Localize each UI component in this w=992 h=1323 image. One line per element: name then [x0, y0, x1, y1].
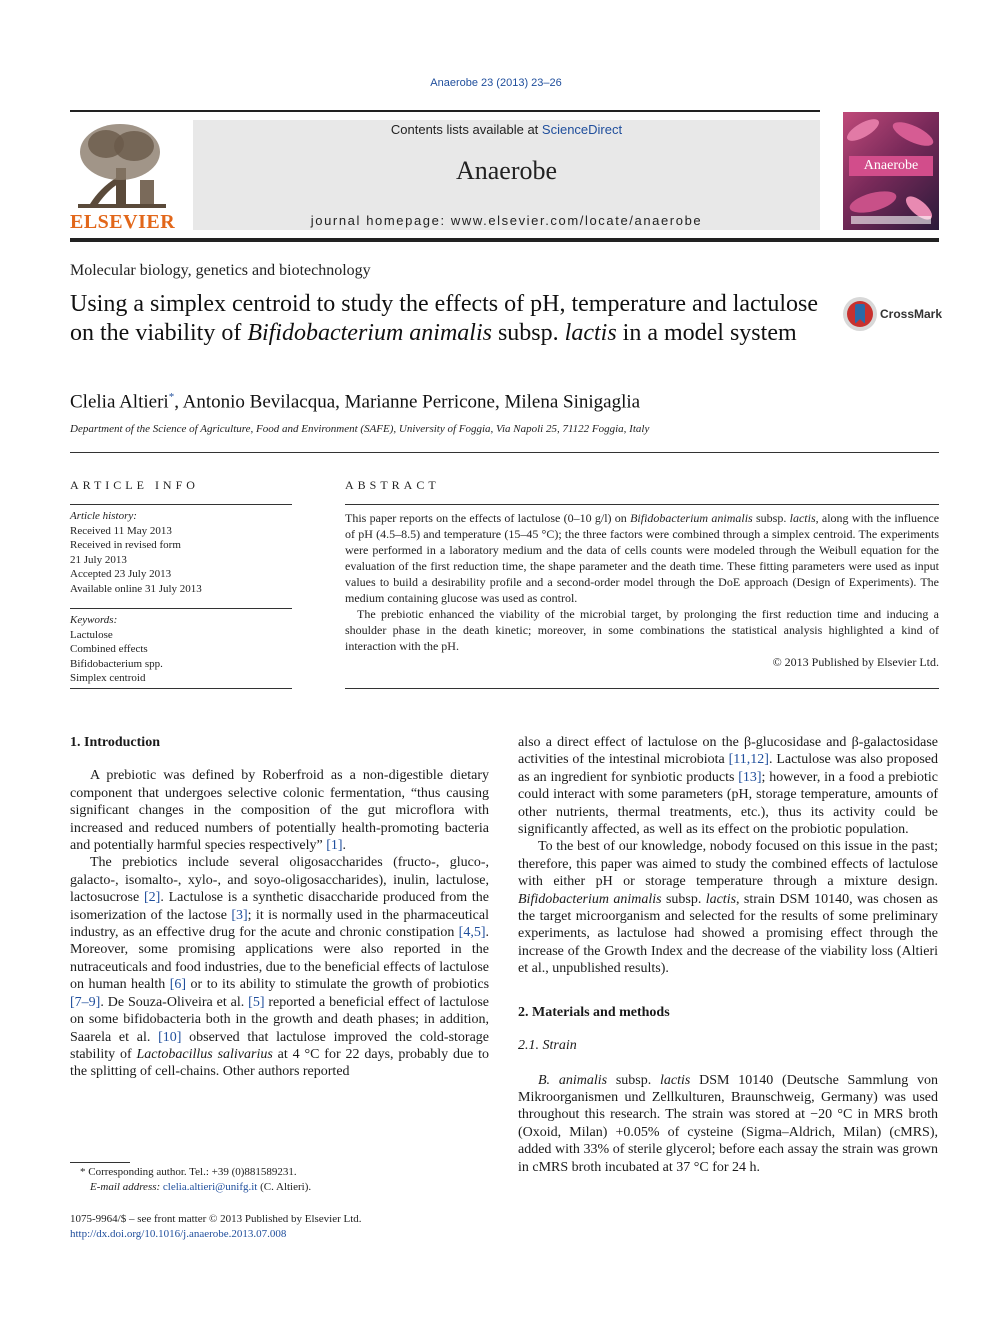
article-section: Molecular biology, genetics and biotechnology [70, 262, 371, 279]
footnote [70, 1165, 489, 1195]
corresponding-author-mark[interactable]: * [168, 391, 175, 403]
abstract-heading: ABSTRACT [345, 478, 440, 492]
contents-prefix: Contents lists available at [390, 122, 542, 137]
body-paragraph [70, 854, 489, 1080]
body-column-left [70, 734, 489, 1081]
history-item: Available online 31 July 2013 [70, 582, 202, 595]
cover-title: Anaerobe [849, 156, 933, 176]
front-matter [70, 1212, 489, 1242]
article-history [70, 509, 292, 596]
doi-link[interactable]: http://dx.doi.org/10.1016/j.anaerobe.2013.07.008 [70, 1228, 287, 1240]
abstract-text: This paper reports on the effects of lactulose (0–10 g/l) on [345, 511, 631, 525]
divider [70, 608, 292, 609]
section-heading-introduction: 1. Introduction [70, 735, 160, 750]
body-text: observed that lactulose improved the cold-storage stability of [70, 1029, 489, 1062]
keywords-label: Keywords: [70, 614, 118, 626]
crossmark-label: CrossMark [880, 307, 943, 321]
history-item: Received 11 May 2013 [70, 524, 172, 537]
subsection-heading-strain: 2.1. Strain [518, 1038, 577, 1054]
body-text: ; it is normally used in the pharmaceutical industry, as an effective drug for the acute and chronic constipation [70, 907, 489, 941]
body-text: . Lactulose is a synthetic disaccharide produced from the isomerization of the lactose [70, 890, 489, 923]
reference-link[interactable]: [13] [738, 769, 762, 785]
reference-link[interactable]: [5] [248, 994, 265, 1010]
elsevier-tree-icon [70, 118, 174, 214]
body-text: or to its ability to stimulate the growth of probiotics [186, 977, 490, 993]
body-text: . Moreover, some promising applications were also reported in the nutraceuticals and food industries, due to the beneficial effects of lactulose on human health [70, 925, 489, 993]
body-paragraph [518, 1072, 938, 1176]
abstract-paragraph [345, 510, 939, 606]
contents-line [193, 122, 820, 137]
body-text: . De Souza-Oliveira et al. [100, 994, 249, 1010]
keyword-item: Combined effects [70, 643, 148, 655]
reference-link[interactable]: [1] [326, 838, 343, 854]
affiliation: Department of the Science of Agriculture, Food and Environment (SAFE), University of Foggia, Via Napoli 25, 71122 Foggia, Italy [70, 423, 650, 435]
author-name[interactable]: Clelia Altieri [70, 391, 169, 413]
keyword-item: Lactulose [70, 628, 113, 641]
body-text: ; however, in a food a prebiotic could interact with some parameters (pH, storage temperature, amounts of other nutrients, thermal treatments, etc.), thus its activity could be significantly affected, as well as its effect on the probiotic population. [518, 769, 938, 838]
body-paragraph [518, 734, 938, 838]
abstract-body [345, 510, 939, 670]
abstract-paragraph: The prebiotic enhanced the viability of the microbial target, by prolonging the first reduction time and inducing a shoulder phase in the death kinetic; moreover, in some combinations the statistical analysis highlighted a kind of interaction with the pH. [345, 607, 939, 653]
article-title [70, 290, 820, 348]
species-name: B. animalis [538, 1072, 608, 1088]
footnote-text: Corresponding author. Tel.: +39 (0)881589231. [85, 1166, 297, 1178]
body-text: subsp. [661, 891, 706, 907]
reference-link[interactable]: [6] [169, 977, 187, 993]
subspecies-name: lactis [705, 891, 737, 907]
title-species: Bifidobacterium animalis [247, 320, 492, 346]
reference-link[interactable]: [2] [143, 890, 161, 906]
history-label: Article history: [70, 510, 137, 522]
divider [70, 688, 292, 689]
reference-link[interactable]: [11,12] [728, 752, 769, 768]
subspecies-name: lactis [789, 511, 816, 525]
crossmark-button[interactable] [842, 296, 942, 336]
journal-citation[interactable]: Anaerobe 23 (2013) 23–26 [430, 77, 562, 89]
divider [345, 688, 939, 689]
email-label: E-mail address: [90, 1181, 163, 1193]
body-text: , strain DSM 10140, was chosen as the target microorganism and selected for the results of some preliminary experiments, as lactulose had showed a promising effect through the increase of the Growth Index and the decrease of the viability loss (Altieri et al., unpublished results). [518, 891, 938, 977]
title-text: Using a simplex centroid to study the effects of pH, temperature and lactulose on the viability of [70, 291, 819, 346]
email-note [70, 1180, 489, 1195]
journal-banner [193, 120, 820, 230]
reference-link[interactable]: [4,5] [458, 925, 486, 941]
issn-line: 1075-9964/$ – see front matter © 2013 Published by Elsevier Ltd. [70, 1213, 362, 1225]
history-item: 21 July 2013 [70, 553, 127, 566]
section-heading-methods: 2. Materials and methods [518, 1004, 670, 1020]
species-name: Lactobacillus salivarius [136, 1046, 273, 1062]
history-item: Received in revised form [70, 539, 181, 551]
body-text: reported a beneficial effect of lactulose on some bifidobacteria both in the growth and death phases; in addition, Saarela et al. [70, 994, 489, 1045]
abstract-text: subsp. [752, 511, 790, 525]
header-rule [70, 238, 939, 242]
species-name: Bifidobacterium animalis [630, 511, 753, 525]
body-text: also a direct effect of lactulose on the β-glucosidase and β-galactosidase activities of the intestinal microbiota [518, 735, 938, 768]
divider [70, 452, 939, 453]
journal-homepage[interactable]: journal homepage: www.elsevier.com/locate/anaerobe [310, 213, 703, 228]
email-suffix: (C. Altieri). [257, 1181, 312, 1193]
body-text: To the best of our knowledge, nobody focused on this issue in the past; therefore, this paper was aimed to study the combined effects of lactulose with either pH or storage temperature through a mixture design. [518, 839, 938, 890]
crossmark-icon [842, 296, 878, 332]
author-names: , Antonio Bevilacqua, Marianne Perricone, Milena Sinigaglia [174, 391, 641, 413]
title-text: in a model system [616, 320, 797, 346]
divider [70, 504, 292, 505]
body-column-right [518, 734, 938, 1176]
history-item: Accepted 23 July 2013 [70, 568, 172, 580]
body-text: DSM 10140 (Deutsche Sammlung von Mikroorganismen und Zellkulturen, Braunschweig, Germany) was used throughout this research. The strain was stored at −20 °C in MRS broth (Oxoid, Milan) +0.05% of cysteine (Sigma–Aldrich, Milan) (cMRS), added with 33% of sterile glycerol; before each assay the strain was grown in cMRS broth incubated at 37 °C for 24 h. [518, 1072, 939, 1175]
footnote-mark: * [80, 1166, 86, 1178]
elsevier-wordmark: ELSEVIER [70, 211, 176, 233]
species-name: Bifidobacterium animalis [518, 891, 662, 907]
keywords [70, 613, 292, 686]
subspecies-name: lactis [660, 1072, 691, 1088]
body-paragraph [518, 838, 938, 977]
email-link[interactable]: clelia.altieri@unifg.it [162, 1181, 258, 1193]
keyword-item: Simplex centroid [70, 672, 146, 684]
body-paragraph: A prebiotic was defined by Roberfroid as a non-digestible dietary component that undergoes selective colonic fermentation, “thus causing significant changes in the composition of the gut microflora with increased and reduced numbers of potentially health-promoting bacteria and potentially harmful species respectively” [1]. [70, 768, 489, 854]
keyword-item: Bifidobacterium spp. [70, 657, 163, 670]
journal-title: Anaerobe [455, 156, 558, 185]
abstract-text: , along with the influence of pH (4.5–8.5) and temperature (15–45 °C); the three factors were combined through a simplex centroid. The experiments were performed in a laboratory medium and the data of cells counts were modeled through the Weibull equation for the evaluation of the first reduction time, the shape parameter and the death time. These fitting parameters were used as input values to build a desirability profile and a second-order model through the DoE approach (Design of Experiments). The medium containing glucose was used as control. [345, 511, 940, 605]
body-text: subsp. [607, 1072, 661, 1088]
corresponding-author-note [70, 1165, 489, 1180]
divider [345, 504, 939, 505]
footnote-rule [70, 1162, 130, 1163]
body-text: A prebiotic was defined by Roberfroid as a non-digestible dietary component that undergoes selective colonic fermentation, “thus causing significant changes in the composition of the gut microflora with increased and reduced numbers of potentially health-promoting bacteria and potentially harmful species respectively” [70, 768, 489, 854]
body-text: at 4 °C for 22 days, probably due to the splitting of cell-chains. Other authors reported [70, 1046, 489, 1080]
top-rule [70, 110, 820, 112]
sciencedirect-link[interactable]: ScienceDirect [541, 122, 623, 137]
body-text: . Lactulose was also proposed as an ingredient for synbiotic products [518, 752, 939, 785]
journal-cover-image[interactable] [843, 112, 939, 230]
body-text: The prebiotics include several oligosaccharides (fructo-, gluco-, galacto-, isomalto-, xylo-, and soyo-oligosaccharides), inulin, lactulose, lactosucrose [70, 855, 489, 906]
author-list [70, 391, 640, 413]
title-subspecies: lactis [564, 320, 617, 346]
article-info-heading: ARTICLE INFO [70, 478, 199, 492]
elsevier-logo[interactable] [70, 118, 174, 234]
abstract-copyright: © 2013 Published by Elsevier Ltd. [772, 655, 939, 669]
title-text: subsp. [491, 320, 565, 346]
reference-link[interactable]: [7–9] [70, 994, 101, 1010]
reference-link[interactable]: [3] [231, 907, 248, 923]
reference-link[interactable]: [10] [158, 1029, 182, 1045]
